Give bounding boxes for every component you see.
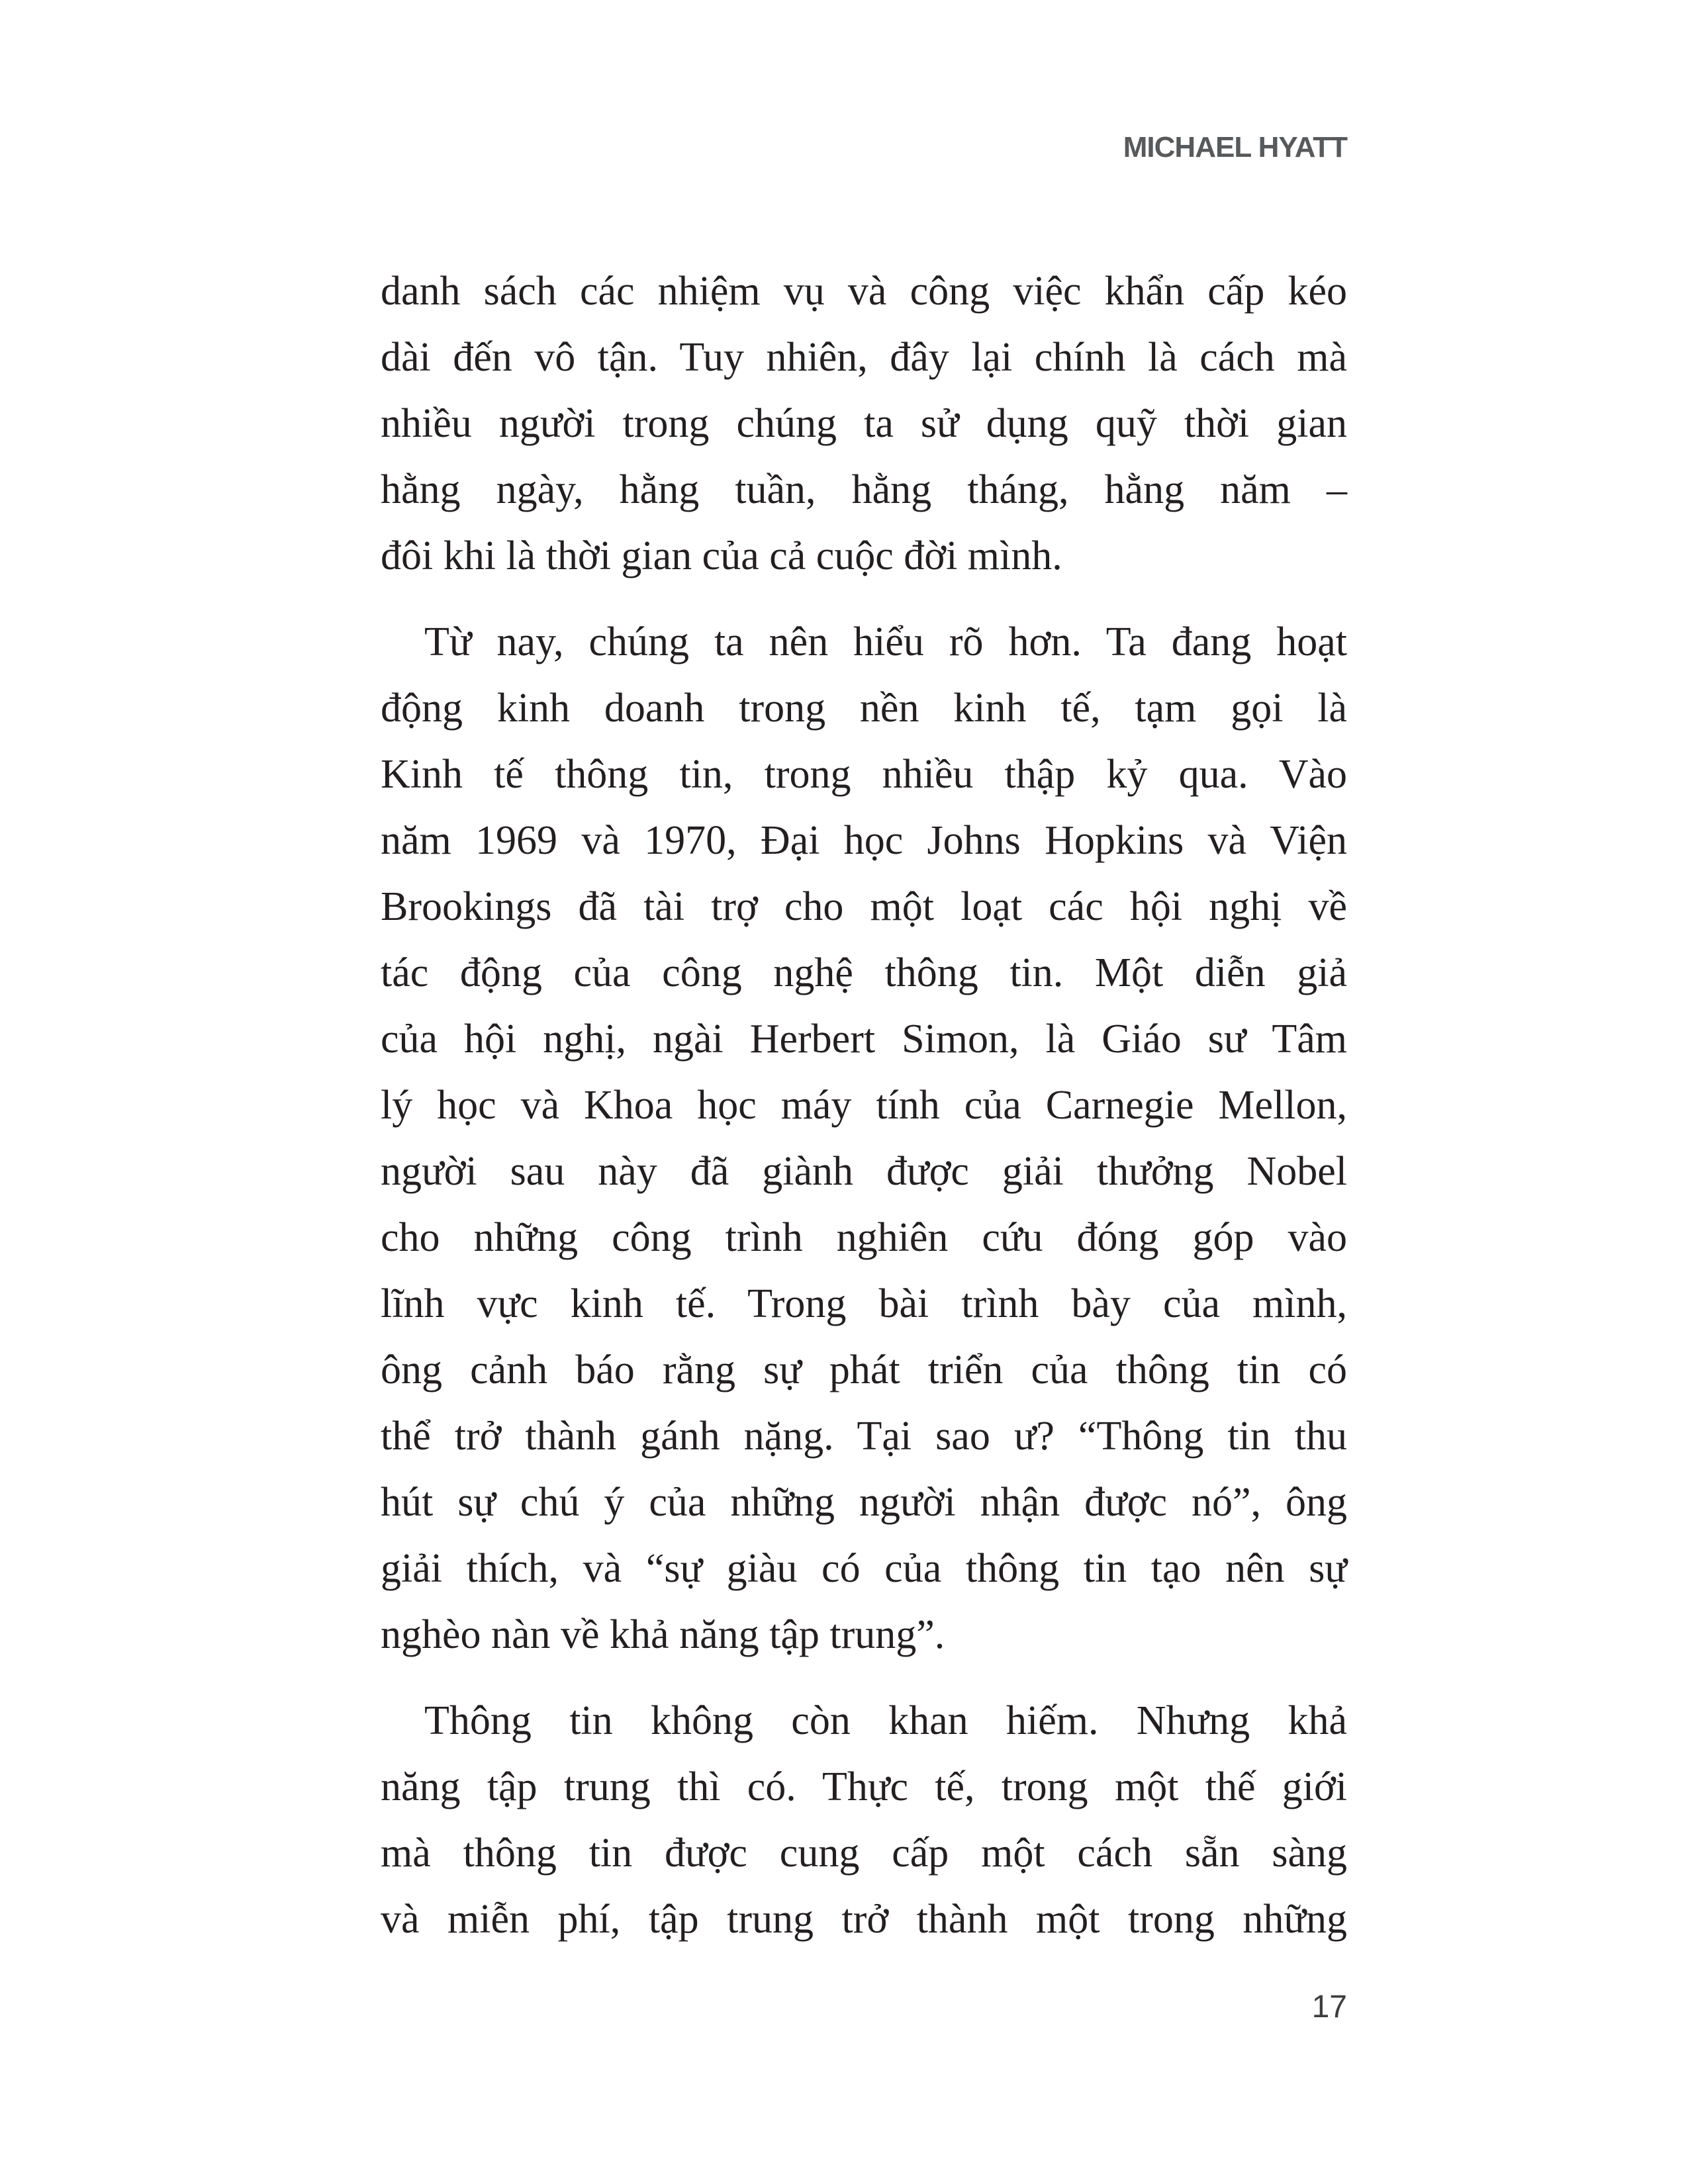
text-line: năm 1969 và 1970, Đại học Johns Hopkins và Viện bbox=[381, 818, 1347, 863]
text-line: động kinh doanh trong nền kinh tế, tạm gọi là bbox=[381, 686, 1347, 731]
text-line: ông cảnh báo rằng sự phát triển của thông tin có bbox=[381, 1347, 1347, 1392]
text-line: lý học và Khoa học máy tính của Carnegie Mellon, bbox=[381, 1083, 1347, 1128]
text-line: Brookings đã tài trợ cho một loạt các hội nghị về bbox=[381, 884, 1347, 929]
text-line: giải thích, và “sự giàu có của thông tin tạo nên sự bbox=[381, 1546, 1347, 1591]
text-line: hút sự chú ý của những người nhận được nó”, ông bbox=[381, 1480, 1347, 1525]
page-number: 17 bbox=[1311, 1989, 1347, 2025]
running-header-author: MICHAEL HYATT bbox=[1123, 131, 1347, 163]
text-line: nhiều người trong chúng ta sử dụng quỹ thời gian bbox=[381, 401, 1347, 446]
text-line: tác động của công nghệ thông tin. Một diễn giả bbox=[381, 950, 1347, 995]
text-line: hằng ngày, hằng tuần, hằng tháng, hằng năm – bbox=[381, 467, 1347, 512]
text-line: Thông tin không còn khan hiếm. Nhưng khả bbox=[424, 1698, 1347, 1743]
text-line: người sau này đã giành được giải thưởng Nobel bbox=[381, 1149, 1347, 1194]
text-line: nghèo nàn về khả năng tập trung”. bbox=[381, 1612, 945, 1657]
text-line: của hội nghị, ngài Herbert Simon, là Giáo sư Tâm bbox=[381, 1017, 1347, 1062]
body-text bbox=[381, 258, 1347, 1952]
text-line: và miễn phí, tập trung trở thành một trong những bbox=[381, 1897, 1347, 1942]
text-line: lĩnh vực kinh tế. Trong bài trình bày của mình, bbox=[381, 1281, 1347, 1326]
paragraph bbox=[381, 609, 1347, 1668]
text-line: dài đến vô tận. Tuy nhiên, đây lại chính là cách mà bbox=[381, 335, 1347, 380]
paragraph bbox=[381, 258, 1347, 589]
text-line: đôi khi là thời gian của cả cuộc đời mình. bbox=[381, 533, 1062, 578]
text-line: Kinh tế thông tin, trong nhiều thập kỷ qua. Vào bbox=[381, 752, 1347, 797]
text-line: cho những công trình nghiên cứu đóng góp vào bbox=[381, 1215, 1347, 1260]
text-line: danh sách các nhiệm vụ và công việc khẩn cấp kéo bbox=[381, 269, 1347, 314]
text-line: năng tập trung thì có. Thực tế, trong một thế giới bbox=[381, 1764, 1347, 1809]
text-line: thể trở thành gánh nặng. Tại sao ư? “Thông tin thu bbox=[381, 1414, 1347, 1459]
paragraph bbox=[381, 1688, 1347, 1952]
text-line: mà thông tin được cung cấp một cách sẵn sàng bbox=[381, 1831, 1347, 1876]
text-line: Từ nay, chúng ta nên hiểu rõ hơn. Ta đang hoạt bbox=[424, 619, 1347, 664]
